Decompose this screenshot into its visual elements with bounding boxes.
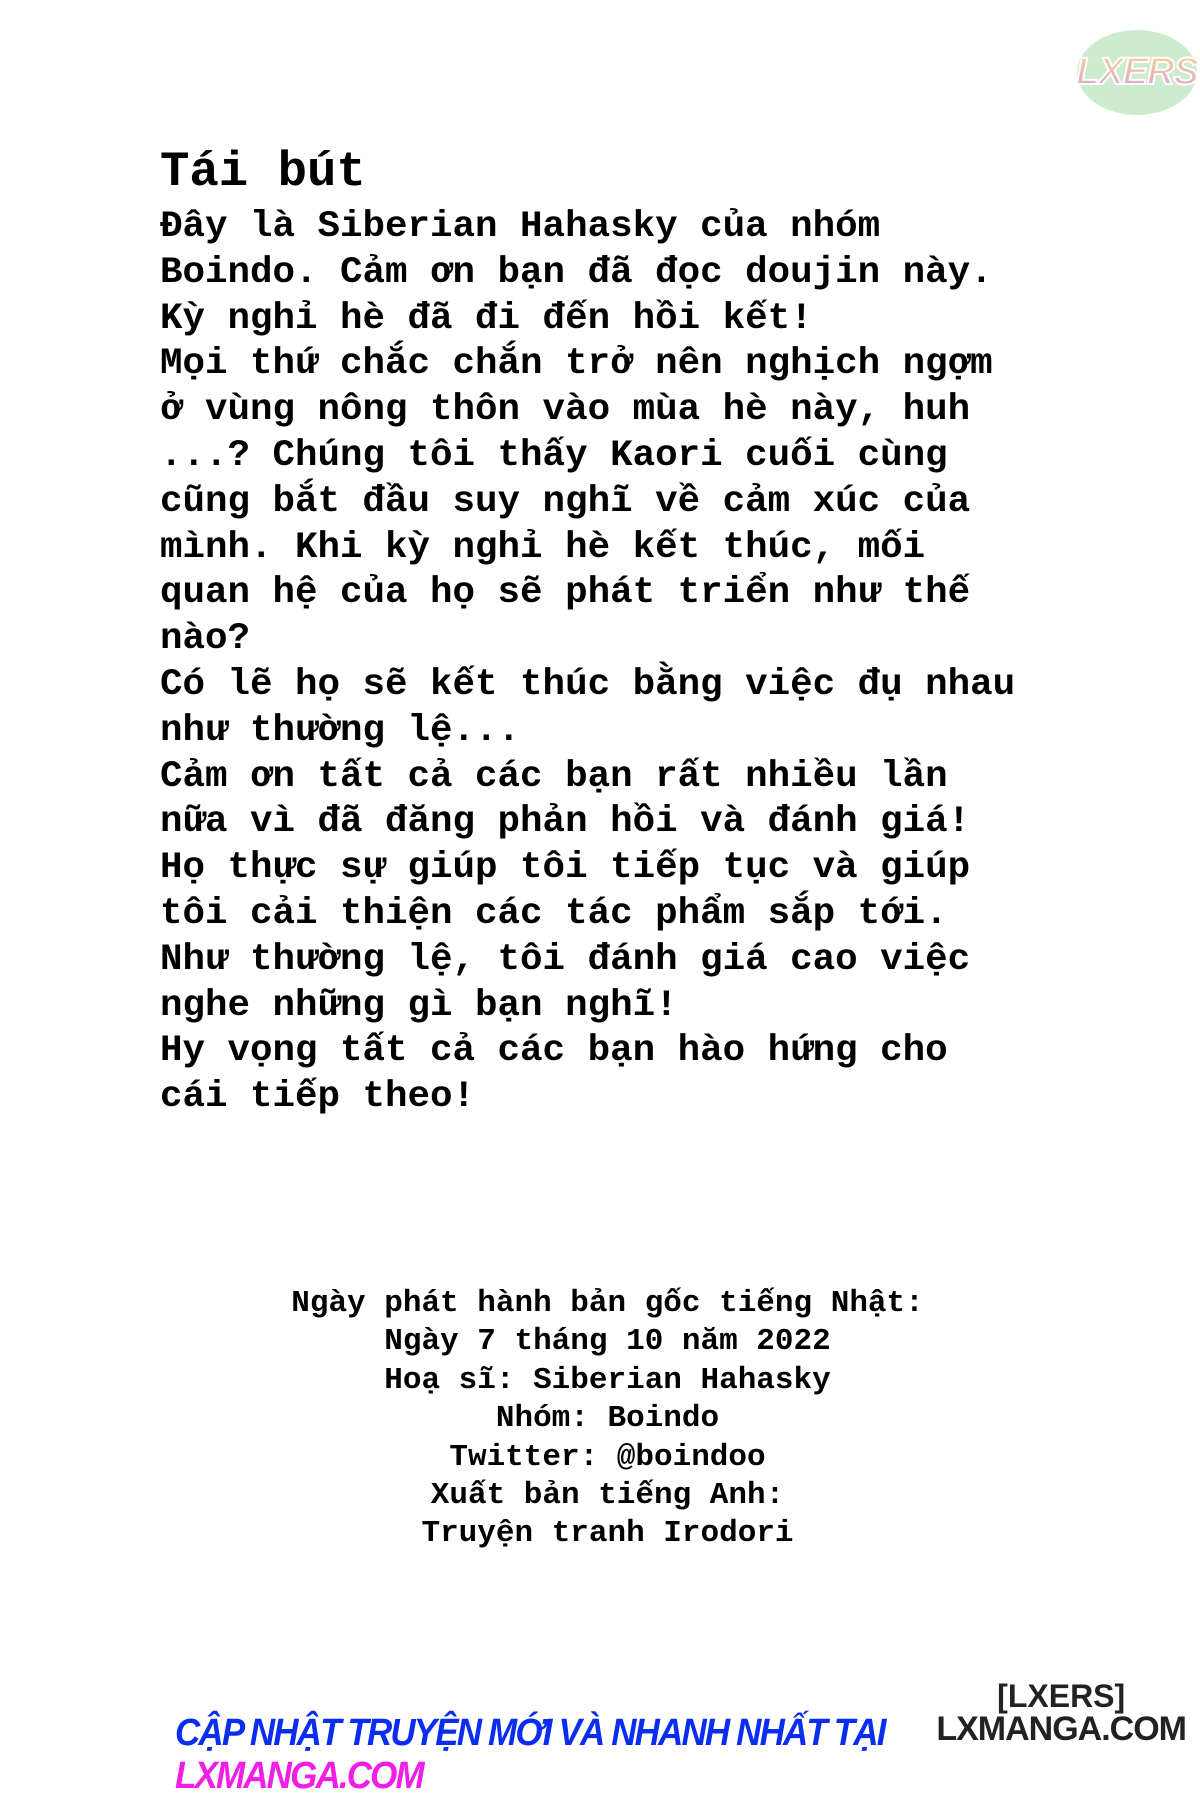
body-line: nào? (160, 618, 251, 661)
body-line: ...? Chúng tôi thấy Kaori cuối cùng (160, 434, 948, 477)
body-line: nữa vì đã đăng phản hồi và đánh giá! (160, 801, 971, 844)
footer-line: Twitter: @boindoo (449, 1439, 766, 1475)
body-line: quan hệ của họ sẽ phát triển như thế (160, 572, 971, 615)
banner-site-link[interactable]: LXMANGA.COM (175, 1755, 423, 1797)
body-line: Boindo. Cảm ơn bạn đã đọc doujin này. (160, 251, 993, 294)
footer-line: Hoạ sĩ: Siberian Hahasky (384, 1362, 831, 1398)
afterword-body (160, 205, 1015, 1121)
body-line: tôi cải thiện các tác phẩm sắp tới. (160, 892, 948, 935)
body-line: mình. Khi kỳ nghỉ hè kết thúc, mối (160, 526, 926, 569)
body-line: Mọi thứ chắc chắn trở nên nghịch ngợm (160, 343, 993, 386)
page-title: Tái bút (160, 144, 366, 200)
corner-site: LXMANGA.COM (936, 1710, 1186, 1748)
body-line: cái tiếp theo! (160, 1076, 476, 1119)
body-line: ở vùng nông thôn vào mùa hè này, huh (160, 389, 971, 432)
footer-line: Nhóm: Boindo (495, 1401, 720, 1437)
logo-text: LXERS (1076, 51, 1198, 93)
footer-line: Xuất bản tiếng Anh: (430, 1478, 785, 1514)
body-line: Đây là Siberian Hahasky của nhóm (160, 206, 881, 248)
publication-info (0, 1285, 1200, 1554)
body-line: như thường lệ... (160, 709, 521, 752)
body-line: nghe những gì bạn nghĩ! (160, 984, 678, 1027)
corner-watermark (936, 1680, 1186, 1746)
body-line: Cảm ơn tất cả các bạn rất nhiều lần (160, 755, 948, 798)
banner-text: CẬP NHẬT TRUYỆN MỚI VÀ NHANH NHẤT TẠI (175, 1712, 885, 1754)
body-line: Có lẽ họ sẽ kết thúc bằng việc đụ nhau (160, 663, 1016, 706)
lxers-logo (1077, 30, 1197, 115)
body-line: Hy vọng tất cả các bạn hào hứng cho (160, 1030, 948, 1073)
body-line: cũng bắt đầu suy nghĩ về cảm xúc của (160, 480, 971, 523)
body-line: Họ thực sự giúp tôi tiếp tục và giúp (160, 847, 971, 890)
footer-line: Ngày 7 tháng 10 năm 2022 (384, 1324, 831, 1360)
corner-tag: [LXERS] (997, 1678, 1126, 1714)
body-line: Như thường lệ, tôi đánh giá cao việc (160, 938, 971, 981)
body-line: Kỳ nghỉ hè đã đi đến hồi kết! (160, 297, 813, 340)
footer-line: Ngày phát hành bản gốc tiếng Nhật: (291, 1286, 924, 1321)
footer-line: Truyện tranh Irodori (421, 1516, 794, 1552)
